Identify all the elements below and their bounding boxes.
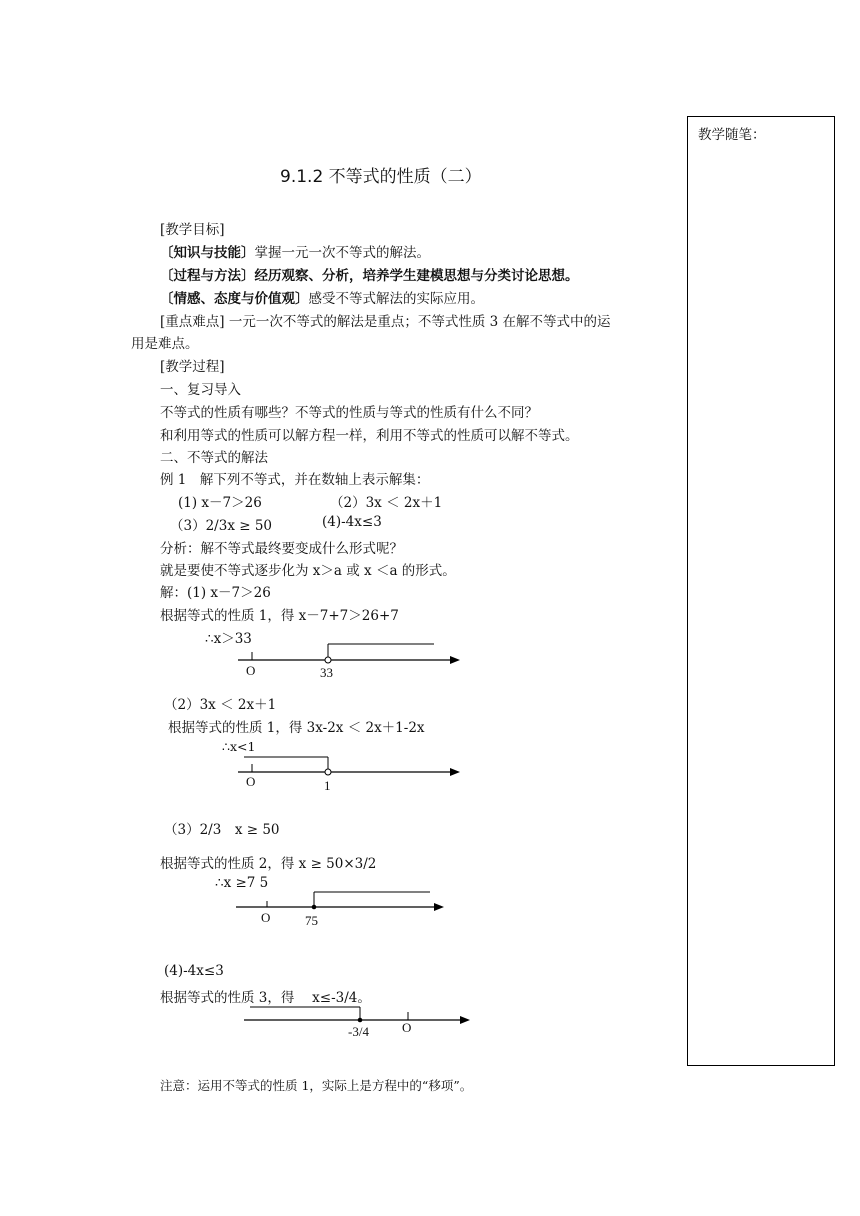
nl4-point-label: -3/4 bbox=[348, 1024, 369, 1039]
exercise-2: （2）3x ＜ 2x＋1 bbox=[330, 495, 443, 511]
process-text: 经历观察、分析，培养学生建模思想与分类讨论思想。 bbox=[254, 268, 579, 284]
solution-3-result: ∴x ≥7 5 bbox=[215, 875, 269, 891]
process-heading: [教学过程] bbox=[160, 359, 225, 375]
number-line-4 bbox=[242, 1002, 472, 1042]
knowledge-text: 掌握一元一次不等式的解法。 bbox=[254, 245, 430, 261]
nl1-point-label: 33 bbox=[320, 665, 333, 680]
emotion-prefix: 〔情感、态度与价值观〕 bbox=[160, 291, 309, 307]
analysis-line1: 分析：解不等式最终要变成什么形式呢？ bbox=[160, 541, 403, 557]
exercise-3: （3）2/3x ≥ 50 bbox=[170, 518, 273, 534]
section-review: 一、复习导入 bbox=[160, 382, 241, 398]
notes-sidebar bbox=[687, 116, 835, 1066]
objective-knowledge bbox=[160, 241, 430, 261]
objectives-heading: [教学目标] bbox=[160, 222, 225, 238]
nl2-point-label: 1 bbox=[324, 778, 331, 793]
review-question-2: 和利用等式的性质可以解方程一样，利用不等式的性质可以解不等式。 bbox=[160, 428, 579, 444]
solution-4-step: 根据等式的性质 3，得 x≤-3/4。 bbox=[160, 990, 371, 1006]
example-1: 例 1 解下列不等式，并在数轴上表示解集： bbox=[160, 472, 430, 488]
solution-3-step: 根据等式的性质 2，得 x ≥ 50×3/2 bbox=[160, 856, 377, 872]
emotion-text: 感受不等式解法的实际应用。 bbox=[308, 291, 484, 307]
nl3-origin-label: O bbox=[261, 910, 271, 925]
objective-process bbox=[160, 264, 579, 284]
objective-emotion bbox=[160, 287, 484, 307]
exercise-1: (1) x－7＞26 bbox=[178, 495, 262, 511]
solution-1-head: 解：(1) x－7＞26 bbox=[160, 585, 271, 601]
solution-3-head: （3）2/3 x ≥ 50 bbox=[164, 822, 280, 838]
section-solving: 二、不等式的解法 bbox=[160, 450, 268, 466]
exercise-4: (4)-4x≤3 bbox=[322, 514, 382, 530]
key-points-line1: [重点难点] 一元一次不等式的解法是重点；不等式性质 3 在解不等式中的运 bbox=[160, 314, 611, 330]
knowledge-prefix: 〔知识与技能〕 bbox=[160, 245, 255, 261]
analysis-line2: 就是要使不等式逐步化为 x＞a 或 x ＜a 的形式。 bbox=[160, 563, 456, 579]
solution-2-step: 根据等式的性质 1，得 3x-2x ＜ 2x＋1-2x bbox=[168, 720, 425, 736]
page-title: 9.1.2 不等式的性质（二） bbox=[280, 167, 482, 187]
number-line-2 bbox=[236, 752, 466, 794]
process-prefix: 〔过程与方法〕 bbox=[160, 268, 255, 284]
nl4-origin-label: O bbox=[402, 1020, 412, 1035]
solution-1-result: ∴x＞33 bbox=[205, 631, 252, 647]
review-question-1: 不等式的性质有哪些？不等式的性质与等式的性质有什么不同？ bbox=[160, 405, 538, 421]
nl1-origin-label: O bbox=[246, 663, 256, 678]
solution-1-step: 根据等式的性质 1，得 x－7+7＞26+7 bbox=[160, 608, 399, 624]
solution-2-head: （2）3x ＜ 2x＋1 bbox=[164, 697, 277, 713]
note-line: 注意：运用不等式的性质 1，实际上是方程中的“移项”。 bbox=[160, 1078, 473, 1093]
solution-2-result: ∴x<1 bbox=[222, 739, 256, 754]
nl3-point-label: 75 bbox=[305, 913, 318, 928]
number-line-3 bbox=[234, 886, 454, 928]
key-points-line2: 用是难点。 bbox=[131, 336, 199, 352]
nl2-origin-label: O bbox=[246, 774, 256, 789]
sidebar-label: 教学随笔： bbox=[698, 127, 766, 143]
number-line-1 bbox=[236, 640, 466, 682]
solution-4-head: (4)-4x≤3 bbox=[164, 963, 224, 979]
